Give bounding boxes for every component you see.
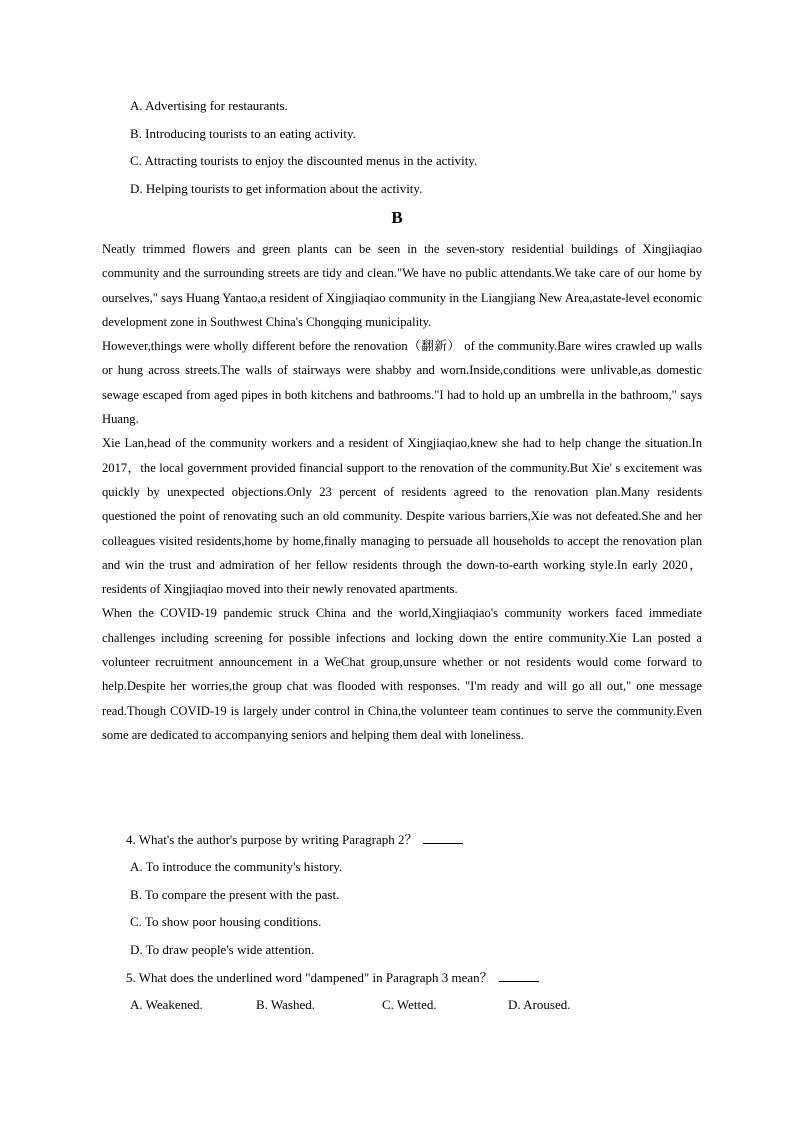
question-5-option-c: C. Wetted. [382,997,437,1012]
question-5-options [130,995,570,1015]
prev-option-c: C. Attracting tourists to enjoy the discounted menus in the activity. [130,153,478,168]
passage-paragraph-3: Xie Lan,head of the community workers and a resident of Xingjiaqiao,knew she had to help change the situation.In 2017，the local government provided financial support to the renovation of the community.But Xie' s excitement was quickly by unexpected objections.Only 23 percent of residents agreed to the renovation plan.Many residents questioned the point of renovating such an old community. Despite various barriers,Xie was not defeated.She and her colleagues visited residents,home by home,finally managing to persuade all households to accept the renovation plan and win the trust and admiration of her fellow residents through the down-to-earth working style.In early 2020，residents of Xingjiaqiao moved into their newly renovated apartments. [102,436,702,597]
question-4-option-b: B. To compare the present with the past. [130,887,340,902]
prev-option-d: D. Helping tourists to get information about the activity. [130,181,423,196]
answer-blank-4[interactable] [423,831,463,844]
question-5-text: 5. What does the underlined word "dampened" in Paragraph 3 mean？ [126,970,493,985]
answer-blank-5[interactable] [499,969,539,982]
section-title: B [391,208,403,227]
prev-option-b: B. Introducing tourists to an eating activity. [130,126,356,141]
prev-option-a: A. Advertising for restaurants. [130,98,288,113]
reading-passage [102,237,702,747]
question-4-option-a: A. To introduce the community's history. [130,859,343,874]
question-5-option-d: D. Aroused. [508,997,571,1012]
passage-paragraph-4: When the COVID-19 pandemic struck China and the world,Xingjiaqiao's community workers faced immediate challenges including screening for possible infections and locking down the entire community.Xie Lan posted a volunteer recruitment announcement in a WeChat group,unsure whether or not residents would come forward to help.Despite her worries,the group chat was flooded with responses. "I'm ready and will go all out," one message read.Though COVID-19 is largely under control in China,the volunteer team continues to serve the community.Even some are dedicated to accompanying seniors and helping them deal with loneliness. [102,606,702,742]
question-5-stem [126,968,539,988]
question-4-option-d: D. To draw people's wide attention. [130,942,315,957]
passage-paragraph-1: Neatly trimmed flowers and green plants can be seen in the seven-story residential buildings of Xingjiaqiao community and the surrounding streets are tidy and clean."We have no public attendants.We take care of our home by ourselves," says Huang Yantao,a resident of Xingjiaqiao community in the Liangjiang New Area,astate-level economic development zone in Southwest China's Chongqing municipality. [102,242,702,329]
question-4-text: 4. What's the author's purpose by writing Paragraph 2？ [126,832,418,847]
passage-paragraph-2: However,things were wholly different before the renovation（翻新） of the community.Bare wires crawled up walls or hung across streets.The walls of stairways were shabby and worn.Inside,conditions were unlivable,as domestic sewage escaped from aged pipes in both kitchens and bathrooms."I had to hold up an umbrella in the bathroom," says Huang. [102,339,702,427]
question-5-option-a: A. Weakened. [130,997,203,1012]
question-4-stem [126,830,463,850]
question-4-option-c: C. To show poor housing conditions. [130,914,322,929]
question-5-option-b: B. Washed. [256,997,316,1012]
